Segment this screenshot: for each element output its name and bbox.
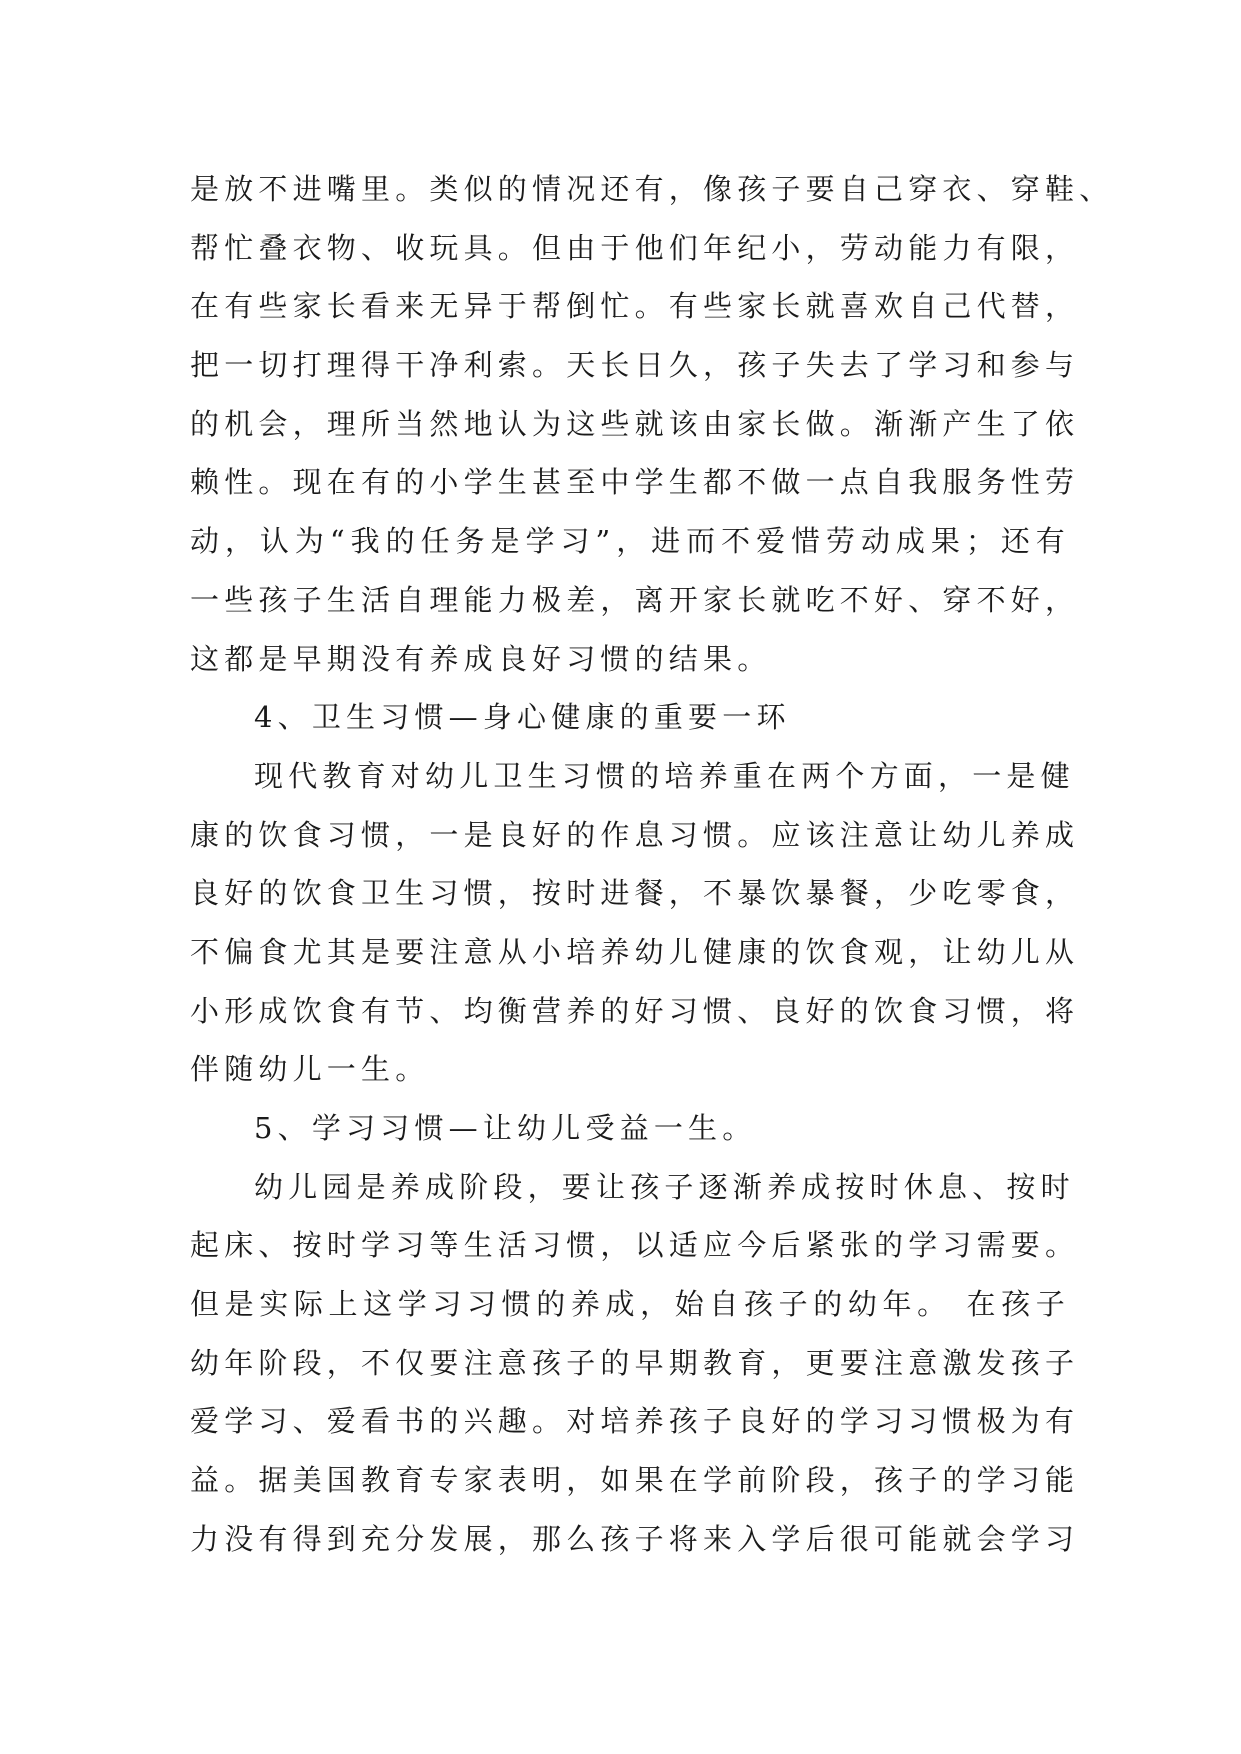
text-line: 力没有得到充分发展，那么孩子将来入学后很可能就会学习 (190, 1521, 1080, 1556)
text-line: 帮忙叠衣物、收玩具。但由于他们年纪小，劳动能力有限， (190, 230, 1080, 265)
section-heading: 4、卫生习惯—身心健康的重要一环 (254, 700, 791, 735)
text-line: 这都是早期没有养成良好习惯的结果。 (190, 641, 772, 676)
text-line: 把一切打理得干净利索。天长日久，孩子失去了学习和参与 (190, 348, 1080, 383)
text-line: 是放不进嘴里。类似的情况还有，像孩子要自己穿衣、穿鞋、 (190, 172, 1114, 206)
text-line: 在有些家长看来无异于帮倒忙。有些家长就喜欢自己代替， (190, 289, 1080, 324)
text-line: 赖性。现在有的小学生甚至中学生都不做一点自我服务性劳 (190, 465, 1080, 500)
document-body (190, 160, 1114, 1569)
text-line: 幼年阶段，不仅要注意孩子的早期教育，更要注意激发孩子 (190, 1345, 1080, 1380)
text-line: 益。据美国教育专家表明，如果在学前阶段，孩子的学习能 (190, 1463, 1080, 1498)
text-line: 康的饮食习惯，一是良好的作息习惯。应该注意让幼儿养成 (190, 817, 1080, 852)
text-line: 良好的饮食卫生习惯，按时进餐，不暴饮暴餐，少吃零食， (190, 876, 1080, 911)
text-line: 幼儿园是养成阶段，要让孩子逐渐养成按时休息、按时 (254, 1169, 1075, 1204)
section-heading: 5、学习习惯—让幼儿受益一生。 (254, 1111, 757, 1145)
text-line: 起床、按时学习等生活习惯，以适应今后紧张的学习需要。 (190, 1228, 1080, 1263)
text-line: 小形成饮食有节、均衡营养的好习惯、良好的饮食习惯，将 (190, 993, 1080, 1028)
text-line: 但是实际上这学习习惯的养成，始自孩子的幼年。 在孩子 (190, 1287, 1070, 1322)
text-line: 一些孩子生活自理能力极差，离开家长就吃不好、穿不好， (190, 582, 1080, 617)
text-line: 爱学习、爱看书的兴趣。对培养孩子良好的学习习惯极为有 (190, 1404, 1080, 1439)
text-line: 不偏食尤其是要注意从小培养幼儿健康的饮食观，让幼儿从 (190, 934, 1080, 969)
text-line: 动，认为“我的任务是学习”，进而不爱惜劳动成果；还有 (190, 524, 1070, 559)
text-line: 现代教育对幼儿卫生习惯的培养重在两个方面，一是健 (254, 758, 1075, 793)
text-line: 伴随幼儿一生。 (190, 1052, 430, 1087)
text-line: 的机会，理所当然地认为这些就该由家长做。渐渐产生了依 (190, 406, 1080, 441)
